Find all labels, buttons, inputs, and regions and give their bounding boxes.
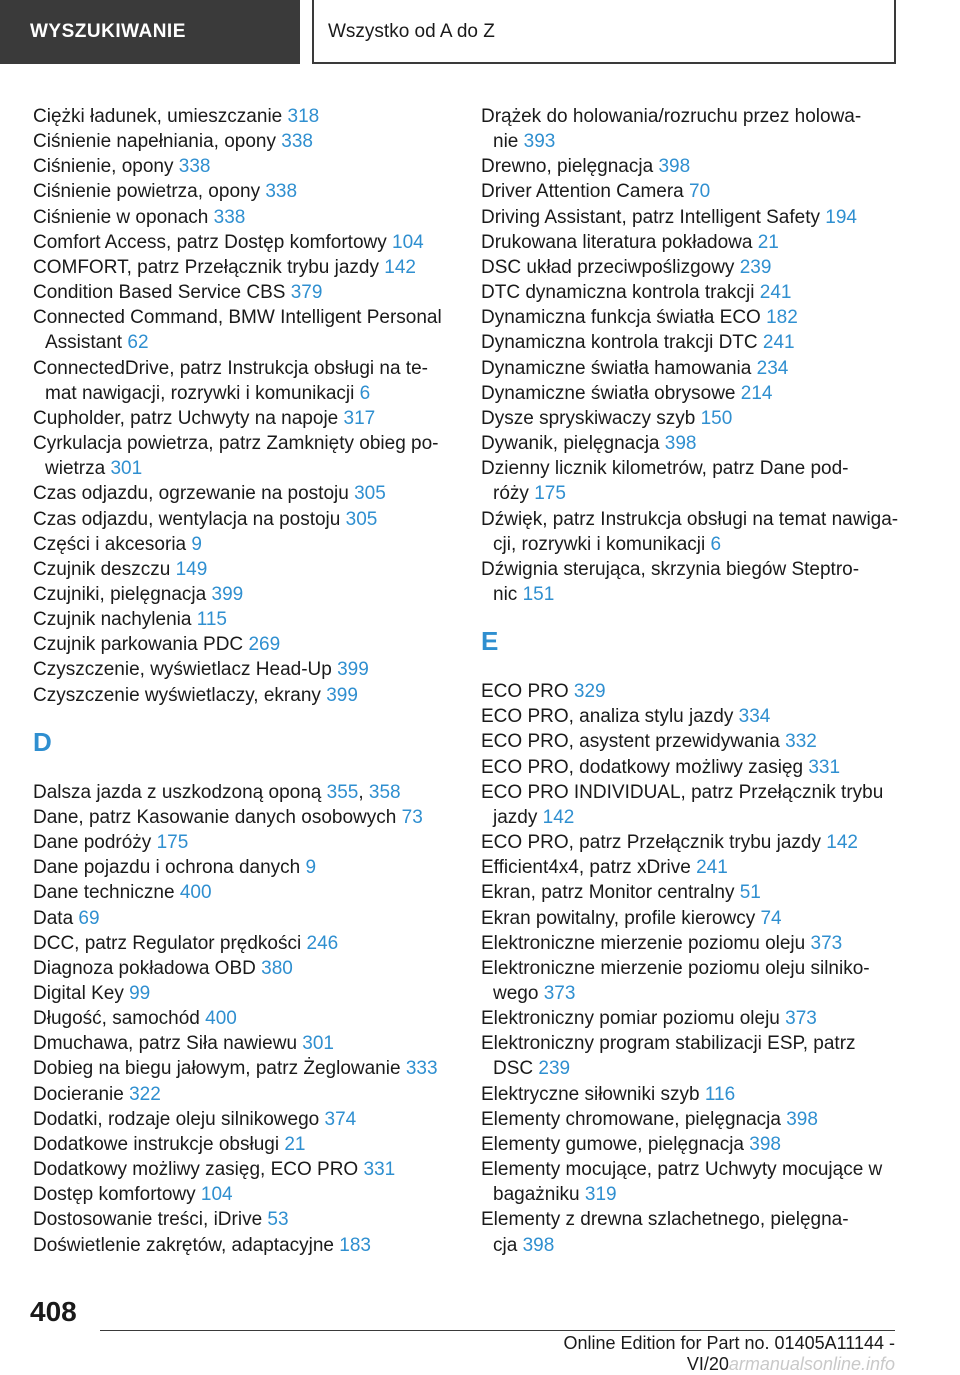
page-reference-link[interactable]: 305 xyxy=(345,508,378,530)
entry-term: Elementy z drewna szlachetnego, pielęgna- xyxy=(481,1209,849,1231)
index-entry xyxy=(33,481,453,506)
index-entry xyxy=(33,906,453,931)
entry-term: DCC, patrz Regulator prędkości xyxy=(33,932,302,954)
index-entry xyxy=(33,431,453,481)
index-entry xyxy=(33,956,453,981)
entry-term: Drewno, pielęgnacja xyxy=(481,156,654,178)
entry-term: Drukowana literatura pokładowa xyxy=(481,231,753,253)
page-reference-link[interactable]: 104 xyxy=(200,1184,233,1206)
page-reference-link[interactable]: 246 xyxy=(306,932,339,954)
page-reference-link[interactable]: 301 xyxy=(110,458,143,480)
watermark-site: armanualsonline.info xyxy=(728,1354,895,1374)
index-letter-heading: E xyxy=(481,626,499,657)
page-reference-link[interactable]: 116 xyxy=(704,1083,736,1105)
entry-term: ECO PRO, analiza stylu jazdy xyxy=(481,706,734,728)
page-reference-link[interactable]: 355 xyxy=(326,781,359,803)
page-reference-link[interactable]: 182 xyxy=(766,307,798,329)
index-entry xyxy=(33,356,453,406)
index-entry xyxy=(33,607,453,632)
entry-term: Ciśnienie napełniania, opony xyxy=(33,131,276,153)
page-reference-link[interactable]: 373 xyxy=(543,983,576,1004)
index-entry xyxy=(33,1207,453,1232)
index-entry xyxy=(33,683,453,708)
edition-text: Online Edition for Part no. 01405A11144 - VI/20 xyxy=(563,1333,895,1374)
entry-term: Efficient4x4, patrz xDrive xyxy=(481,857,691,879)
entry-term: Ciśnienie powietrza, opony xyxy=(33,181,261,203)
index-entry xyxy=(33,1082,453,1107)
page-reference-link[interactable]: 234 xyxy=(756,357,789,379)
index-column-left xyxy=(33,104,453,1258)
entry-term-continued: wietrza xyxy=(45,458,106,480)
entry-term-continued: cji, rozrywki i komunikacji xyxy=(493,533,706,555)
entry-term-continued: cja xyxy=(493,1234,518,1256)
page-reference-link[interactable]: 398 xyxy=(522,1234,555,1256)
entry-term: DTC dynamiczna kontrola trakcji xyxy=(481,282,755,304)
page-reference-link[interactable]: 62 xyxy=(127,332,149,354)
index-entry xyxy=(481,356,901,381)
page-reference-link[interactable]: 194 xyxy=(825,206,857,228)
index-entry xyxy=(33,280,453,305)
entry-term: ECO PRO, asystent przewidywania xyxy=(481,731,780,753)
entry-term: Czujnik parkowania PDC xyxy=(33,634,244,656)
index-entry xyxy=(33,855,453,880)
index-column-right xyxy=(481,104,901,1258)
index-entry xyxy=(481,456,901,506)
page-reference-link[interactable]: 393 xyxy=(523,131,556,153)
index-entry xyxy=(33,1056,453,1081)
entry-term: Elementy chromowane, pielęgnacja xyxy=(481,1108,781,1130)
entry-term: Dynamiczna kontrola trakcji DTC xyxy=(481,332,758,354)
entry-term: Dalsza jazda z uszkodzoną oponą xyxy=(33,781,322,803)
index-entry xyxy=(33,557,453,582)
entry-term: ECO PRO, dodatkowy możliwy zasięg xyxy=(481,756,804,778)
entry-term: Dodatkowe instrukcje obsługi xyxy=(33,1133,280,1155)
page-reference-link[interactable]: 398 xyxy=(658,156,691,178)
entry-term: Dane, patrz Kasowanie danych osobowych xyxy=(33,806,397,828)
entry-term: ECO PRO INDIVIDUAL, patrz Przełącznik trybu xyxy=(481,781,884,803)
index-entry xyxy=(33,255,453,280)
page-reference-link[interactable]: 9 xyxy=(191,533,202,555)
index-entry xyxy=(481,230,901,255)
page-reference-link[interactable]: 175 xyxy=(156,832,189,854)
entry-term: Elektroniczny pomiar poziomu oleju xyxy=(481,1008,780,1030)
index-entry xyxy=(33,154,453,179)
page-reference-link[interactable]: 398 xyxy=(786,1108,818,1130)
index-entry xyxy=(481,1207,901,1257)
entry-term: Czas odjazdu, ogrzewanie na postoju xyxy=(33,483,349,505)
page-reference-link[interactable]: 331 xyxy=(363,1159,396,1181)
entry-term: Czas odjazdu, wentylacja na postoju xyxy=(33,508,341,530)
entry-term: DSC układ przeciwpoślizgowy xyxy=(481,256,735,278)
index-entry xyxy=(33,104,453,129)
page-reference-link[interactable]: 241 xyxy=(696,857,728,879)
entry-term: Dostęp komfortowy xyxy=(33,1184,196,1206)
page-number: 408 xyxy=(30,1296,77,1327)
index-entry xyxy=(33,230,453,255)
page-reference-link[interactable]: 6 xyxy=(710,533,722,555)
entry-term-continued: jazdy xyxy=(493,806,538,828)
entry-term: Czujnik deszczu xyxy=(33,558,171,580)
entry-term: COMFORT, patrz Przełącznik trybu jazdy xyxy=(33,256,379,278)
entry-term: Czujnik nachylenia xyxy=(33,609,192,631)
page-reference-link[interactable]: 338 xyxy=(213,206,246,228)
index-entry xyxy=(33,532,453,557)
index-entry xyxy=(481,305,901,330)
entry-term: Dane podróży xyxy=(33,832,152,854)
index-entry xyxy=(33,1107,453,1132)
page-reference-link[interactable]: 398 xyxy=(664,433,697,455)
entry-term: Dywanik, pielęgnacja xyxy=(481,433,660,455)
entry-term: Elektroniczny program stabilizacji ESP, patrz xyxy=(481,1033,856,1055)
index-entry xyxy=(481,755,901,780)
index-entry xyxy=(481,1006,901,1031)
page-reference-link[interactable]: 241 xyxy=(762,332,795,354)
page-reference-link[interactable]: 74 xyxy=(760,907,782,929)
index-entry xyxy=(33,406,453,431)
page-reference-link[interactable]: 338 xyxy=(265,181,298,203)
index-entry xyxy=(481,855,901,880)
index-entry xyxy=(481,431,901,456)
entry-term: Cupholder, patrz Uchwyty na napoje xyxy=(33,407,339,429)
index-entry xyxy=(481,1031,901,1081)
index-entry xyxy=(33,657,453,682)
entry-term: Doświetlenie zakrętów, adaptacyjne xyxy=(33,1234,335,1256)
page-reference-link[interactable]: 142 xyxy=(384,256,416,278)
entry-term: Czyszczenie wyświetlaczy, ekrany xyxy=(33,684,321,706)
page-reference-link[interactable]: 301 xyxy=(302,1033,334,1055)
entry-term-continued: bagażniku xyxy=(493,1184,580,1206)
page-reference-link[interactable]: 99 xyxy=(129,983,151,1004)
index-entry xyxy=(33,1157,453,1182)
index-entry xyxy=(481,729,901,754)
page-reference-link[interactable]: 400 xyxy=(179,882,212,904)
entry-term: Długość, samochód xyxy=(33,1008,200,1030)
entry-term: Condition Based Service CBS xyxy=(33,282,286,304)
entry-term: Części i akcesoria xyxy=(33,533,187,555)
index-entry xyxy=(481,406,901,431)
page-reference-link[interactable]: 322 xyxy=(129,1083,161,1105)
entry-term: Docieranie xyxy=(33,1083,124,1105)
entry-term: Dźwignia sterująca, skrzynia biegów Steptro- xyxy=(481,558,860,580)
index-entry xyxy=(33,205,453,230)
index-entry xyxy=(481,880,901,905)
page-reference-link[interactable]: 338 xyxy=(281,131,313,153)
page-reference-link[interactable]: 332 xyxy=(785,731,817,753)
entry-term: Dynamiczne światła hamowania xyxy=(481,357,752,379)
entry-term: Elektroniczne mierzenie poziomu oleju silniko- xyxy=(481,957,870,979)
page-reference-link[interactable]: 175 xyxy=(534,483,566,505)
index-entry xyxy=(481,255,901,280)
entry-term: Ekran powitalny, profile kierowcy xyxy=(481,907,756,929)
index-entry xyxy=(481,205,901,230)
section-tab: WYSZUKIWANIE xyxy=(0,0,300,64)
page-reference-link[interactable]: 318 xyxy=(287,106,320,127)
index-entry xyxy=(33,1132,453,1157)
index-entry: Dalsza jazda z uszkodzoną oponą 355, 358 xyxy=(33,781,401,803)
page-reference-link[interactable]: 241 xyxy=(759,282,792,304)
entry-term: Data xyxy=(33,907,74,929)
entry-term: Driving Assistant, patrz Intelligent Safety xyxy=(481,206,820,228)
index-entry xyxy=(481,557,901,607)
page-reference-link[interactable]: 115 xyxy=(196,609,227,631)
page-reference-link[interactable]: 183 xyxy=(339,1234,371,1256)
page-reference-link[interactable]: 399 xyxy=(326,684,358,706)
entry-term: Driver Attention Camera xyxy=(481,181,684,203)
entry-term: Cyrkulacja powietrza, patrz Zamknięty obieg po- xyxy=(33,433,439,455)
entry-term: Dzienny licznik kilometrów, patrz Dane pod- xyxy=(481,458,849,480)
entry-term: Elektroniczne mierzenie poziomu oleju xyxy=(481,932,806,954)
index-entry xyxy=(33,1006,453,1031)
index-entry xyxy=(481,1132,901,1157)
index-entry xyxy=(33,582,453,607)
entry-term: ConnectedDrive, patrz Instrukcja obsługi na te- xyxy=(33,357,428,379)
index-entry xyxy=(481,956,901,1006)
index-entry xyxy=(481,1082,901,1107)
entry-term: Czujniki, pielęgnacja xyxy=(33,583,207,605)
entry-term: ECO PRO, patrz Przełącznik trybu jazdy xyxy=(481,832,821,854)
entry-term: Dodatki, rodzaje oleju silnikowego xyxy=(33,1108,320,1130)
page-reference-link[interactable]: 317 xyxy=(343,407,376,429)
page-reference-link[interactable]: 21 xyxy=(757,231,779,253)
index-entry xyxy=(481,381,901,406)
entry-term: Dźwięk, patrz Instrukcja obsługi na temat nawiga- xyxy=(481,508,899,530)
page-reference-link[interactable]: 142 xyxy=(542,806,575,828)
index-entry xyxy=(481,906,901,931)
index-entry xyxy=(481,179,901,204)
page-reference-link[interactable]: 338 xyxy=(178,156,211,178)
page-reference-link[interactable]: 305 xyxy=(354,483,386,505)
page-reference-link[interactable]: 151 xyxy=(522,583,555,605)
page-reference-link[interactable]: 358 xyxy=(368,781,401,803)
entry-term: Elementy gumowe, pielęgnacja xyxy=(481,1133,744,1155)
index-entry xyxy=(481,330,901,355)
entry-term: Dysze spryskiwaczy szyb xyxy=(481,407,696,429)
footer-divider xyxy=(100,1330,895,1331)
page-header xyxy=(0,0,960,66)
entry-term-continued: nie xyxy=(493,131,519,153)
page-reference-link[interactable]: 333 xyxy=(405,1058,438,1080)
entry-term: Dodatkowy możliwy zasięg, ECO PRO xyxy=(33,1159,359,1181)
entry-term: Dobieg na biegu jałowym, patrz Żeglowanie xyxy=(33,1058,401,1080)
index-entry xyxy=(33,880,453,905)
entry-term: Dynamiczna funkcja światła ECO xyxy=(481,307,761,329)
entry-term-continued: nic xyxy=(493,583,518,605)
page-reference-link[interactable]: 70 xyxy=(689,181,711,203)
page-reference-link[interactable]: 73 xyxy=(401,806,423,828)
page-reference-link[interactable]: 214 xyxy=(740,382,773,404)
index-entry xyxy=(33,305,453,355)
page-reference-link[interactable]: 373 xyxy=(810,932,843,954)
page-reference-link[interactable]: 398 xyxy=(749,1133,781,1155)
entry-term: Comfort Access, patrz Dostęp komfortowy xyxy=(33,231,387,253)
entry-term-continued: róży xyxy=(493,483,529,505)
index-entry xyxy=(481,931,901,956)
entry-term: Czyszczenie, wyświetlacz Head-Up xyxy=(33,659,332,681)
page-reference-link[interactable]: 399 xyxy=(211,583,244,605)
page-reference-link[interactable]: 399 xyxy=(337,659,369,681)
entry-term: Ciśnienie, opony xyxy=(33,156,174,178)
index-entry xyxy=(33,129,453,154)
entry-term-continued: DSC xyxy=(493,1058,534,1080)
index-entry xyxy=(481,280,901,305)
index-entry xyxy=(33,507,453,532)
index-entry xyxy=(481,704,901,729)
page-reference-link[interactable]: 400 xyxy=(205,1008,237,1030)
entry-term: Dostosowanie treści, iDrive xyxy=(33,1209,263,1231)
page-reference-link[interactable]: 6 xyxy=(359,382,371,404)
page-reference-link[interactable]: 9 xyxy=(305,857,317,879)
entry-term: Elementy mocujące, patrz Uchwyty mocujące w xyxy=(481,1159,883,1181)
header-title: Wszystko od A do Z xyxy=(312,0,896,64)
entry-term-continued: mat nawigacji, rozrywki i komunikacji xyxy=(45,382,355,404)
index-entry xyxy=(33,1233,453,1258)
index-entry xyxy=(33,981,453,1006)
entry-term-continued: wego xyxy=(493,983,539,1004)
footer-edition xyxy=(470,1333,895,1375)
index-entry xyxy=(33,632,453,657)
page-reference-link[interactable]: 331 xyxy=(808,756,841,778)
index-entry xyxy=(481,830,901,855)
page-reference-link[interactable]: 373 xyxy=(785,1008,817,1030)
page-reference-link[interactable]: 379 xyxy=(290,282,323,304)
page-reference-link[interactable]: 53 xyxy=(267,1209,289,1231)
index-entry xyxy=(33,830,453,855)
index-entry xyxy=(33,1182,453,1207)
entry-term: ECO PRO xyxy=(481,681,569,703)
page-reference-link[interactable]: 21 xyxy=(284,1133,306,1155)
index-entry xyxy=(481,780,901,830)
index-entry xyxy=(481,154,901,179)
index-entry xyxy=(481,507,901,557)
page-reference-link[interactable]: 334 xyxy=(738,706,771,728)
entry-term: Ciężki ładunek, umieszczanie xyxy=(33,106,283,127)
page-reference-link[interactable]: 104 xyxy=(392,231,424,253)
index-letter-heading: D xyxy=(33,726,52,757)
index-entry xyxy=(481,1107,901,1132)
page-reference-link[interactable]: 239 xyxy=(739,256,772,278)
entry-term: Elektryczne siłowniki szyb xyxy=(481,1083,700,1105)
page-reference-link[interactable]: 374 xyxy=(324,1108,357,1130)
index-entry xyxy=(481,679,901,704)
index-entry xyxy=(33,805,453,830)
entry-term: Ekran, patrz Monitor centralny xyxy=(481,882,735,904)
page-reference-link[interactable]: 149 xyxy=(175,558,208,580)
page-reference-link[interactable]: 69 xyxy=(78,907,100,929)
page-reference-link[interactable]: 380 xyxy=(261,957,293,979)
page-reference-link[interactable]: 239 xyxy=(538,1058,571,1080)
entry-term: Digital Key xyxy=(33,983,124,1004)
index-entry xyxy=(481,104,901,154)
entry-term: Diagnoza pokładowa OBD xyxy=(33,957,256,979)
entry-term: Dmuchawa, patrz Siła nawiewu xyxy=(33,1033,298,1055)
entry-term: Drążek do holowania/rozruchu przez holowa- xyxy=(481,106,862,127)
index-entry xyxy=(481,1157,901,1207)
entry-term: Ciśnienie w oponach xyxy=(33,206,209,228)
entry-term-continued: Assistant xyxy=(45,332,123,354)
entry-term: Dane techniczne xyxy=(33,882,175,904)
page-reference-link[interactable]: 142 xyxy=(826,832,858,854)
entry-term: Connected Command, BMW Intelligent Personal xyxy=(33,307,442,329)
page-reference-link[interactable]: 269 xyxy=(248,634,281,656)
page-reference-link[interactable]: 319 xyxy=(584,1184,617,1206)
page-reference-link[interactable]: 329 xyxy=(573,681,606,703)
entry-term: Dane pojazdu i ochrona danych xyxy=(33,857,301,879)
index-entry xyxy=(33,179,453,204)
index-entry xyxy=(33,931,453,956)
index-entry xyxy=(33,1031,453,1056)
page-reference-link[interactable]: 51 xyxy=(739,882,761,904)
entry-term: Dynamiczne światła obrysowe xyxy=(481,382,736,404)
page-reference-link[interactable]: 150 xyxy=(700,407,733,429)
